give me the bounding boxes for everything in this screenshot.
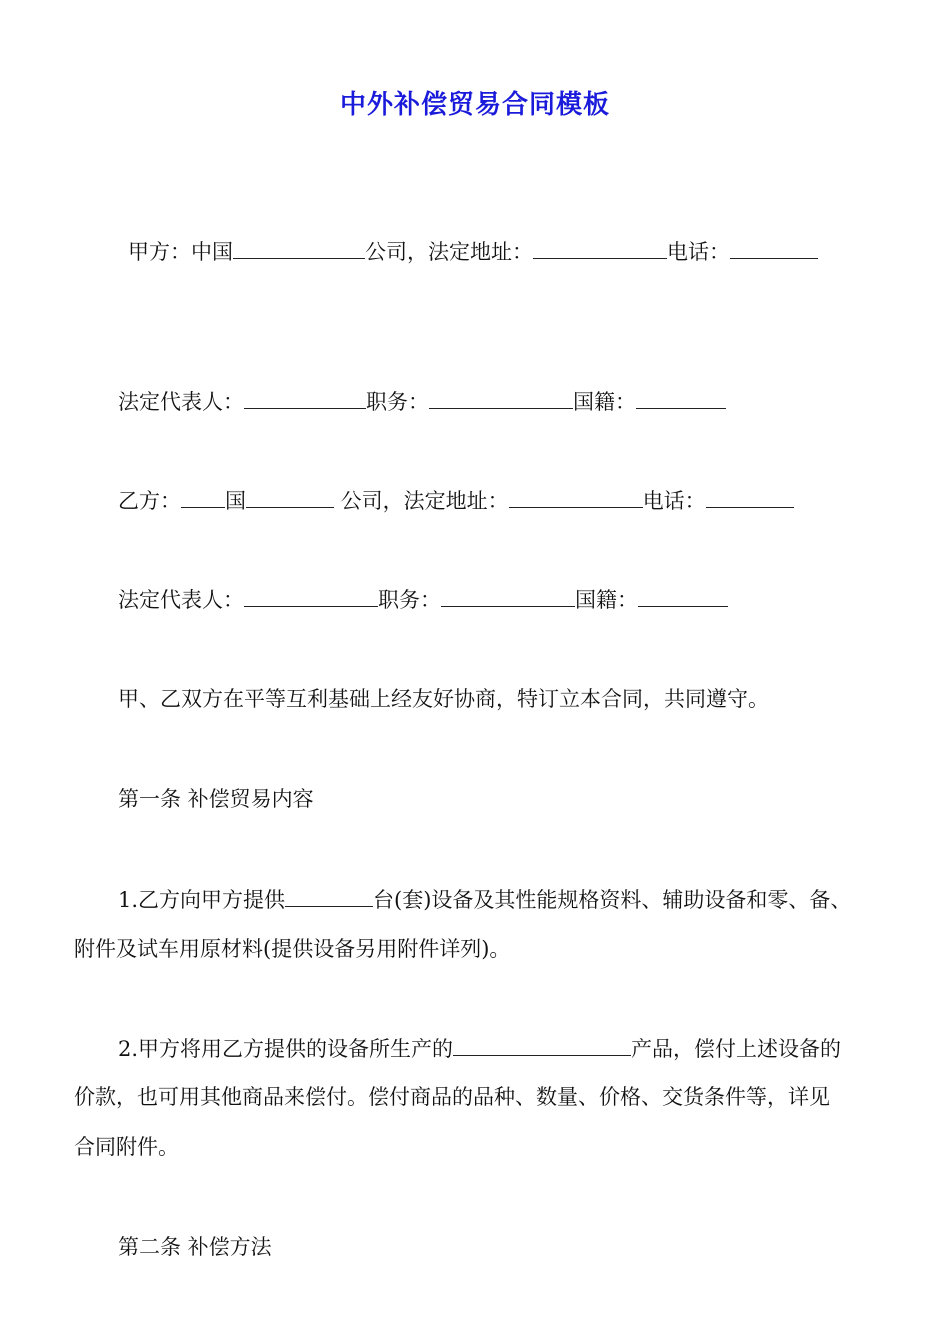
clause-2-product-blank[interactable]: [453, 1033, 631, 1056]
clause-1-text-a: 1.乙方向甲方提供: [118, 888, 286, 912]
article-2-heading: 第二条 补偿方法: [118, 1235, 272, 1259]
party-a-nationality-blank[interactable]: [636, 386, 726, 409]
party-a-company-blank[interactable]: [233, 236, 365, 259]
party-b-country-blank[interactable]: [181, 485, 225, 508]
party-a-rep-line: [118, 386, 726, 417]
party-a-position-blank[interactable]: [429, 386, 573, 409]
preamble-paragraph: 甲、乙双方在平等互利基础上经友好协商，特订立本合同，共同遵守。: [118, 687, 769, 711]
clause-2-line-2: 价款，也可用其他商品来偿付。偿付商品的品种、数量、价格、交货条件等，详见: [74, 1085, 830, 1109]
party-a-address-label: 公司，法定地址：: [365, 240, 533, 264]
party-b-position-label: 职务：: [378, 588, 441, 612]
party-b-country-label: 国: [225, 489, 246, 513]
party-a-phone-blank[interactable]: [730, 236, 818, 259]
clause-2-text-a: 2.甲方将用乙方提供的设备所生产的: [118, 1037, 454, 1061]
party-b-rep-label: 法定代表人：: [118, 588, 244, 612]
party-a-phone-label: 电话：: [667, 240, 730, 264]
party-b-position-blank[interactable]: [441, 584, 575, 607]
party-b-label: 乙方：: [118, 489, 181, 513]
clause-1-text-b: 台(套)设备及其性能规格资料、辅助设备和零、备、: [373, 888, 852, 912]
clause-1-line-2: 附件及试车用原材料(提供设备另用附件详列)。: [74, 937, 511, 961]
clause-1-quantity-blank[interactable]: [285, 884, 373, 907]
document-title: 中外补偿贸易合同模板: [339, 90, 610, 120]
party-b-nationality-blank[interactable]: [638, 584, 728, 607]
party-a-nationality-label: 国籍：: [573, 390, 636, 414]
party-a-address-blank[interactable]: [533, 236, 667, 259]
clause-2-line-3: 合同附件。: [74, 1135, 179, 1159]
article-1-heading: 第一条 补偿贸易内容: [118, 787, 314, 811]
clause-2-text-b: 产品，偿付上述设备的: [631, 1037, 842, 1061]
party-b-rep-blank[interactable]: [244, 584, 378, 607]
clause-2-line-1: [118, 1033, 841, 1064]
party-a-label: 甲方：中国: [128, 240, 233, 264]
party-b-phone-blank[interactable]: [706, 485, 794, 508]
party-b-address-label: 公司，法定地址：: [334, 489, 509, 513]
party-b-line: [118, 485, 794, 516]
clause-1-line-1: [118, 884, 851, 915]
party-a-position-label: 职务：: [366, 390, 429, 414]
party-b-phone-label: 电话：: [642, 489, 706, 513]
party-a-rep-label: 法定代表人：: [118, 390, 244, 414]
party-b-company-blank[interactable]: [246, 485, 334, 508]
party-a-rep-blank[interactable]: [244, 386, 366, 409]
party-b-rep-line: [118, 584, 728, 615]
party-b-address-blank[interactable]: [509, 485, 643, 508]
party-a-line: [128, 236, 818, 267]
party-b-nationality-label: 国籍：: [575, 588, 638, 612]
